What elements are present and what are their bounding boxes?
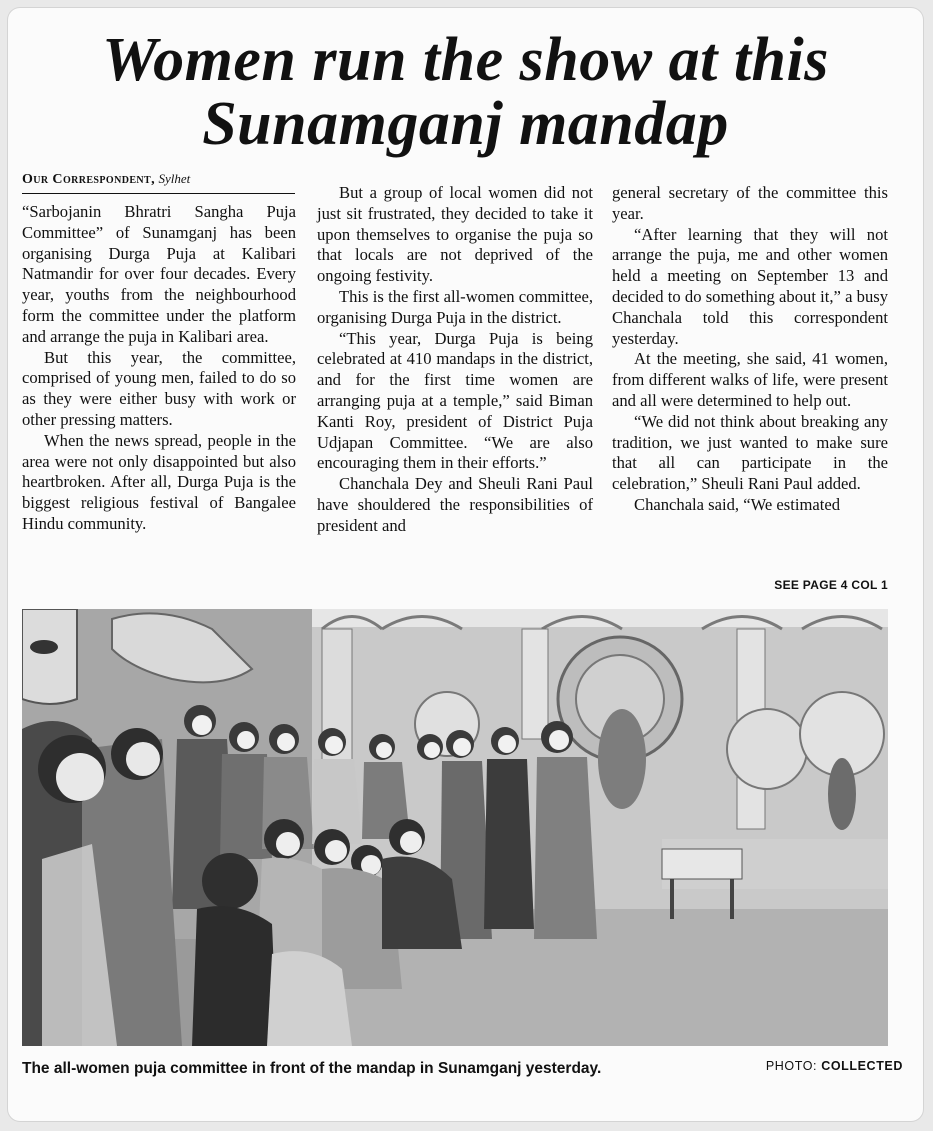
paragraph: At the meeting, she said, 41 women, from different walks of life, were present and all were determined to help out. <box>612 349 888 410</box>
paragraph: general secretary of the committee this year. <box>612 183 888 223</box>
headline-line-1: Women run the show at this <box>102 26 829 94</box>
byline-author: Our Correspondent, <box>22 172 155 187</box>
continued-on-label: SEE PAGE 4 COL 1 <box>774 578 888 592</box>
byline <box>22 170 295 194</box>
paragraph: Chanchala Dey and Sheuli Rani Paul have shouldered the responsibilities of president and <box>317 474 593 535</box>
article-column-1 <box>22 202 296 535</box>
paragraph: But this year, the committee, comprised of young men, failed to do so as they were either busy with work or other pressing matters. <box>22 347 296 429</box>
article-column-2 <box>317 183 593 537</box>
byline-dateline: Sylhet <box>158 171 191 186</box>
paragraph: Chanchala said, “We estimated <box>634 494 841 514</box>
paragraph: “This year, Durga Puja is being celebrated at 410 mandaps in the district, and for the first time women are arranging puja at a temple,” said Biman Kanti Roy, president of District Puja Udjapan Committee. “We are also encouraging them in their efforts.” <box>317 328 593 473</box>
photo-illustration <box>22 609 888 1046</box>
headline-line-2: Sunamganj mandap <box>202 90 729 158</box>
photo-caption: The all-women puja committee in front of the mandap in Sunamganj yesterday. <box>22 1060 602 1077</box>
article-column-3 <box>612 183 888 516</box>
news-photo <box>22 609 888 1046</box>
paragraph: “We did not think about breaking any tradition, we just wanted to make sure that all can participate in the celebration,” Sheuli Rani Paul added. <box>612 411 888 494</box>
paragraph: When the news spread, people in the area were not only disappointed but also heartbroken. After all, Durga Puja is the biggest religious festival of Bangalee Hindu community. <box>22 430 296 533</box>
headline <box>8 28 923 156</box>
paragraph: “After learning that they will not arrange the puja, me and other women held a meeting on September 13 and decided to do something about it,” a busy Chanchala told this correspondent yesterday. <box>612 224 888 348</box>
photo-credit <box>766 1059 903 1073</box>
photo-credit-source: COLLECTED <box>821 1059 903 1073</box>
paragraph: “Sarbojanin Bhratri Sangha Puja Committee” of Sunamganj has been organising Durga Puja at Kalibari Natmandir for over four decades. Every year, youths from the neighbourhood form the committee under the platform and arrange the puja in Kalibari area. <box>22 202 296 346</box>
paragraph: But a group of local women did not just sit frustrated, they decided to take it upon themselves to organise the puja so that locals are not deprived of the ongoing festivity. <box>317 183 593 286</box>
photo-credit-label: PHOTO: <box>765 1059 818 1073</box>
paragraph: This is the first all-women committee, organising Durga Puja in the district. <box>317 286 593 327</box>
